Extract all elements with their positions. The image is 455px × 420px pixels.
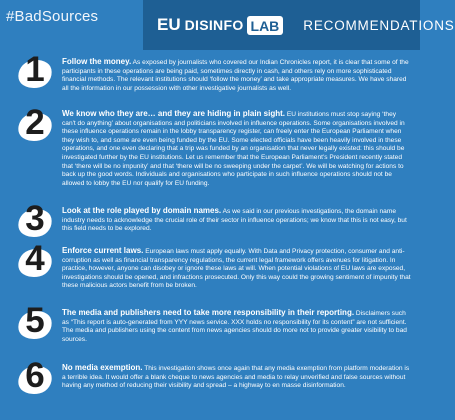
number-badge xyxy=(18,239,54,283)
recommendation-body: EU institutions must stop saying ‘they can't do anything’ about organisations and politicians involved in influence operations. Some organisations involved in these influence operations remain in the lobby transparency register, can freely enter the European Parliament when they wish to, and some are even being funded by the EU. Some elected officials have been heavily involved in these operations, and one even declaring that a trip was funded by an organisation that never legally existed: this should be investigated further by the EU institutions. Let us remember that the European Parliament’s President recently stated that ‘there will be no impunity’ and that ‘there will be no sweeping under the carpet’. We will be watching for actions to back up the good words. Individuals and organisations who participate in such influence operations should not be allowed to lobby the EU nor qualify for EU funding. xyxy=(62,111,405,187)
recommendation-title: Follow the money. xyxy=(62,57,132,66)
header-title: RECOMMENDATIONS xyxy=(303,17,455,33)
logo-lab: LAB xyxy=(247,16,284,35)
recommendation-title: Enforce current laws. xyxy=(62,246,144,255)
recommendation-text xyxy=(62,207,411,234)
number-badge xyxy=(18,356,54,400)
recommendation-body: As exposed by journalists who covered our Indian Chronicles report, it is clear that some of the participants in these operations are being paid, sometimes directly in cash, and others rely on more sophisticated financial methods. The relevant institutions should ‘follow the money’ and take appropriate measures. We have shared all the information in our possession with other investigative journalists as well. xyxy=(62,59,409,92)
number-badge xyxy=(18,301,54,345)
recommendation-text xyxy=(62,309,411,344)
recommendation-title: The media and publishers need to take more responsibility in their reporting. xyxy=(62,308,355,317)
eu-disinfolab-logo xyxy=(143,0,283,50)
recommendation-body: Disclaimers such as “This report is auto-generated from YYY news service. XXX holds no responsibility for its content” are not sufficient. The media and publishers using the content from news agencies should do more not to provide greater visibility to bad sources. xyxy=(62,310,407,343)
number-label: 6 xyxy=(25,356,45,395)
number-badge xyxy=(18,103,54,147)
number-label: 1 xyxy=(25,50,45,89)
recommendation-title: Look at the role played by domain names. xyxy=(62,206,222,215)
recommendation-body: As we said in our previous investigations, the domain name industry needs to acknowledge the crucial role of their sector in influence operations; we know that this is not easy, but this field needs to be explored. xyxy=(62,208,407,233)
number-label: 4 xyxy=(25,239,45,278)
recommendation-text xyxy=(62,110,411,188)
number-badge xyxy=(18,199,54,243)
header-banner xyxy=(143,0,455,50)
recommendation-title: No media exemption. xyxy=(62,363,143,372)
logo-eu: EU xyxy=(157,15,181,34)
hashtag: #BadSources xyxy=(6,8,99,25)
number-label: 5 xyxy=(25,301,45,340)
recommendation-text xyxy=(62,58,411,93)
recommendation-body: European laws must apply equally. With Data and Privacy protection, consumer and anti-corruption as well as financial transparency regulations, the current legal framework offers avenues for litigation. In practice, however, anyone can disobey or ignore these laws at will. When potential violations of EU laws are exposed, investigations should be opened, and infractions prosecuted. Only this way could the growing sentiment of impunity that these malicious actors benefit from be broken. xyxy=(62,248,411,290)
recommendation-body: This investigation shows once again that any media exemption from platform moderation is a terrible idea. It would offer a blank cheque to news agencies and media to relay unverified and false sources without having any method of reducing their visibility and spread – a highway to en masse disinformation. xyxy=(62,365,410,390)
recommendation-text xyxy=(62,364,411,391)
recommendation-title: We know who they are… and they are hiding in plain sight. xyxy=(62,109,285,118)
logo-disinfo: DISINFO xyxy=(184,17,244,33)
number-label: 3 xyxy=(25,199,45,238)
number-badge xyxy=(18,50,54,94)
number-label: 2 xyxy=(25,103,45,142)
recommendation-text xyxy=(62,247,411,291)
